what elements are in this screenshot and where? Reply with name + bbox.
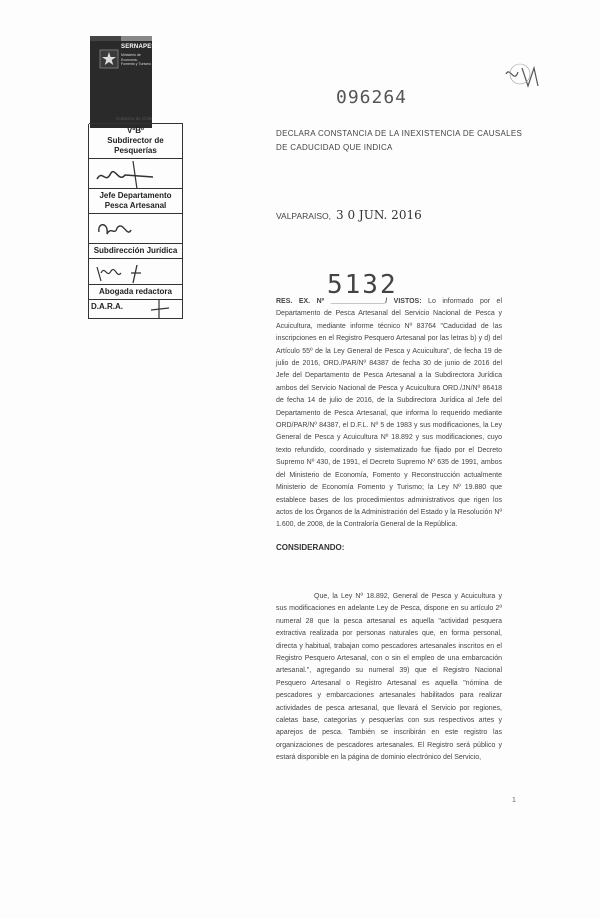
considerando-heading: CONSIDERANDO: xyxy=(276,543,345,552)
vistos-paragraph xyxy=(276,296,502,532)
abogada-cell: Abogada redactora xyxy=(89,284,183,300)
signature-jefe xyxy=(89,214,183,244)
approval-table xyxy=(88,124,183,319)
juridica-cell: Subdirección Jurídica xyxy=(89,243,183,259)
dara-label: D.A.R.A. xyxy=(91,302,123,311)
sernapesca-logo xyxy=(90,36,165,128)
document-number: 096264 xyxy=(336,87,408,108)
signature-mark-2 xyxy=(93,216,173,244)
res-label: RES. EX. Nº ______________/ xyxy=(276,298,388,305)
vb-cell xyxy=(89,123,183,159)
place-label: VALPARAISO, xyxy=(276,211,331,221)
handwritten-initials-mark xyxy=(500,62,546,92)
signature-mark-3 xyxy=(93,261,173,285)
signature-subdirector xyxy=(89,159,183,189)
jefe-cell: Jefe Departamento Pesca Artesanal xyxy=(89,188,183,214)
gobierno-label: Gobierno de Chile xyxy=(116,116,153,121)
logo-org-name: SERNAPESCA xyxy=(121,44,165,50)
considerando-paragraph: Que, la Ley Nº 18.892, General de Pesca y Acuicultura y sus modificaciones en adelante Ley de Pesca, dispone en su artículo 2º numeral 28 que la pesca artesanal es aquella "actividad pesquera extractiva realizada por personas naturales que, en forma personal, directa y habitual, trabajan como pescadores artesanales inscritos en el Registro Pesquero Artesanal, con o sin el empleo de una embarcación artesanal.", agregando su numeral 39) que el Registro Nacional Pesquero Artesanal o Registro Artesanal es aquella "nómina de pescadores y embarcaciones artesanales habilitados para realizar actividades de pesca artesanal, que llevará el Servicio por regiones, caletas base, categorías y pesquerías con sus respectivos artes y aparejos de pesca. También se inscribirán en este registro las organizaciones de pescadores artesanales. El Registro será público y estará disponible en la página de dominio electrónico del Servicio, xyxy=(276,593,502,762)
page-number: 1 xyxy=(512,797,516,804)
subdirector-label: Subdirector de Pesquerías xyxy=(107,136,164,155)
vistos-label: VISTOS: xyxy=(393,298,422,305)
vistos-text: Lo informado por el Departamento de Pesca Artesanal del Servicio Nacional de Pesca y Acuicultura, mediante informe técnico Nº 83764 "Caducidad de las inscripciones en el Registro Pesquero Artesanal por las letras b) y d) del Artículo 55º de la Ley General de Pesca y Acuicultura", de fecha 19 de julio de 2016, ORD./PAR/Nº 84387 de fecha 30 de junio de 2016 del Jefe del Departamento de Pesca Artesanal a la Subdirectora Jurídica ambos del Servicio Nacional de Pesca y Acuicultura ORD./JN/Nº 86418 de fecha 14 de julio de 2016, de la Subdirectora Jurídica al Jefe del Departamento de Pesca Artesanal, que informa lo requerido mediante ORD/PAR/Nº 84387, el D.F.L. Nº 5 de 1983 y sus modificaciones, la Ley General de Pesca y Acuicultura Nº 18.892 y sus modificaciones, cuyo texto refundido, coordinado y sistematizado fue fijado por el Decreto Supremo Nº 430, de 1991, el Decreto Supremo Nº 635 de 1991, ambos del Ministerio de Economía, Fomento y Reconstrucción actualmente Ministerio de Economía Fomento y Turismo; la Ley Nº 19.880 que establece bases de los procedimientos administrativos que rigen los actos de los Órganos de la Administración del Estado y la Resolución Nº 1.600, de 2008, de la Contraloría General de la República. xyxy=(276,298,502,529)
logo-subtitle: Ministerio de Economía, Fomento y Turismo xyxy=(121,53,151,66)
signature-mark-4 xyxy=(145,300,175,318)
date-stamp: 3 0 JUN. 2016 xyxy=(336,208,422,222)
logo-flag-bar xyxy=(90,36,152,41)
dara-cell xyxy=(89,299,183,319)
signature-juridica xyxy=(89,259,183,285)
resolution-number: 5132 xyxy=(327,270,398,300)
place-date xyxy=(276,208,422,222)
signature-mark-1 xyxy=(93,161,173,189)
coat-of-arms-icon xyxy=(98,48,120,70)
document-subject: DECLARA CONSTANCIA DE LA INEXISTENCIA DE CAUSALES DE CADUCIDAD QUE INDICA xyxy=(276,129,523,152)
vb-label: VºBº xyxy=(127,126,144,135)
